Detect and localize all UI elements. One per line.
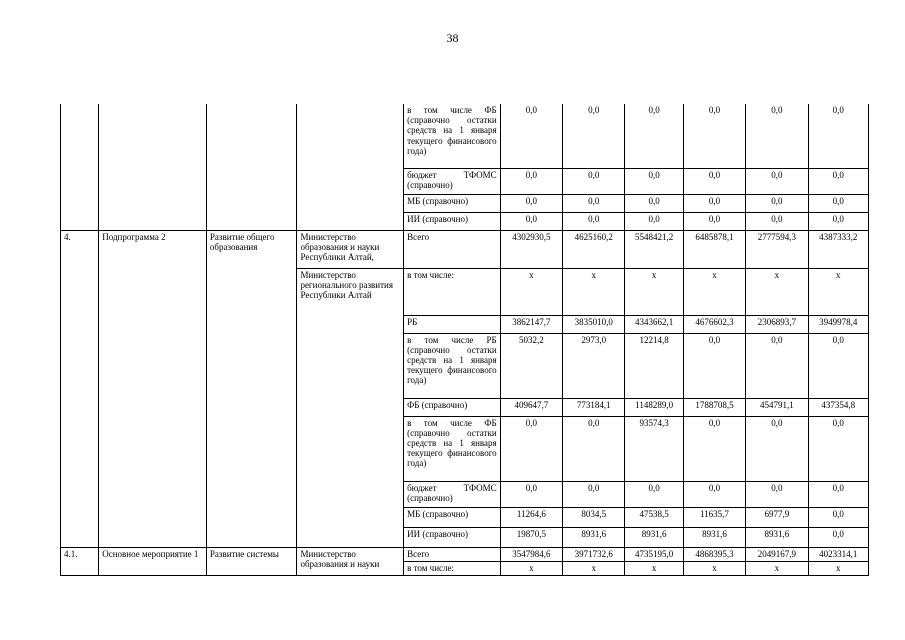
value-cell: х xyxy=(563,268,625,315)
value-cell: 8034,5 xyxy=(563,507,625,527)
value-cell: х xyxy=(683,561,745,575)
value-cell: 0,0 xyxy=(746,416,808,481)
executor-cell: Министерство регионального развития Республики Алтай xyxy=(297,268,404,547)
executor-cell: Министерство образования и науки xyxy=(297,547,404,575)
value-cell: 3971732,6 xyxy=(563,547,625,561)
measure-goal: Развитие системы xyxy=(206,547,297,575)
value-cell: 0,0 xyxy=(808,481,868,507)
row-number: 4.1. xyxy=(61,547,99,575)
number-cell xyxy=(61,104,99,230)
value-cell: 409647,7 xyxy=(500,398,562,416)
value-cell: 11635,7 xyxy=(683,507,745,527)
budget-table xyxy=(60,104,869,576)
value-cell: 0,0 xyxy=(500,481,562,507)
value-cell: 0,0 xyxy=(746,333,808,398)
value-cell: 2777594,3 xyxy=(746,230,808,268)
value-cell: 0,0 xyxy=(563,194,625,212)
name-cell xyxy=(99,104,207,230)
value-cell: 3835010,0 xyxy=(563,315,625,333)
source-cell: бюджет ТФОМС (справочно) xyxy=(404,168,501,194)
source-cell: МБ (справочно) xyxy=(404,194,501,212)
row-number: 4. xyxy=(61,230,99,547)
value-cell: 93574,3 xyxy=(625,416,683,481)
value-cell: 0,0 xyxy=(808,104,868,168)
value-cell: 0,0 xyxy=(683,194,745,212)
value-cell: 437354,8 xyxy=(808,398,868,416)
value-cell: х xyxy=(746,268,808,315)
value-cell: 0,0 xyxy=(808,527,868,547)
source-cell: РБ xyxy=(404,315,501,333)
value-cell: 0,0 xyxy=(683,416,745,481)
table-row xyxy=(61,230,869,268)
table-row xyxy=(61,547,869,561)
value-cell: 0,0 xyxy=(500,104,562,168)
value-cell: 0,0 xyxy=(500,416,562,481)
value-cell: 5032,2 xyxy=(500,333,562,398)
value-cell: х xyxy=(563,561,625,575)
value-cell: 0,0 xyxy=(746,104,808,168)
value-cell: 0,0 xyxy=(683,481,745,507)
value-cell: 0,0 xyxy=(808,507,868,527)
value-cell: х xyxy=(808,561,868,575)
value-cell: х xyxy=(746,561,808,575)
value-cell: 47538,5 xyxy=(625,507,683,527)
value-cell: 0,0 xyxy=(625,481,683,507)
value-cell: 8931,6 xyxy=(683,527,745,547)
value-cell: 0,0 xyxy=(625,212,683,230)
value-cell: 19870,5 xyxy=(500,527,562,547)
value-cell: 4735195,0 xyxy=(625,547,683,561)
value-cell: 0,0 xyxy=(625,104,683,168)
value-cell: 0,0 xyxy=(625,168,683,194)
source-cell: в том числе ФБ (справочно остатки средств на 1 января текущего финансового года) xyxy=(404,416,501,481)
subprogram-goal: Развитие общего образования xyxy=(206,230,297,547)
subprogram-name: Подпрограмма 2 xyxy=(99,230,207,547)
value-cell: 3949978,4 xyxy=(808,315,868,333)
value-cell: х xyxy=(808,268,868,315)
value-cell: 0,0 xyxy=(563,212,625,230)
value-cell: 4625160,2 xyxy=(563,230,625,268)
value-cell: 0,0 xyxy=(746,168,808,194)
executor-cell: Министерство образования и науки Республики Алтай, xyxy=(297,230,404,268)
value-cell: 4868395,3 xyxy=(683,547,745,561)
value-cell: 4676602,3 xyxy=(683,315,745,333)
value-cell: х xyxy=(500,561,562,575)
goal-cell xyxy=(206,104,297,230)
value-cell: 0,0 xyxy=(746,481,808,507)
executor-cell xyxy=(297,104,404,230)
value-cell: 2049167,9 xyxy=(746,547,808,561)
source-cell: бюджет ТФОМС (справочно) xyxy=(404,481,501,507)
value-cell: 0,0 xyxy=(563,104,625,168)
value-cell: 0,0 xyxy=(808,212,868,230)
value-cell: 0,0 xyxy=(808,333,868,398)
value-cell: 5548421,2 xyxy=(625,230,683,268)
value-cell: х xyxy=(625,561,683,575)
value-cell: 6977,9 xyxy=(746,507,808,527)
value-cell: 454791,1 xyxy=(746,398,808,416)
table-row xyxy=(61,104,869,168)
value-cell: 2306893,7 xyxy=(746,315,808,333)
value-cell: 0,0 xyxy=(683,212,745,230)
value-cell: 773184,1 xyxy=(563,398,625,416)
value-cell: 0,0 xyxy=(500,212,562,230)
value-cell: 11264,6 xyxy=(500,507,562,527)
measure-name: Основное мероприятие 1 xyxy=(99,547,207,575)
value-cell: 1788708,5 xyxy=(683,398,745,416)
value-cell: 0,0 xyxy=(746,212,808,230)
value-cell: 0,0 xyxy=(500,168,562,194)
value-cell: 6485878,1 xyxy=(683,230,745,268)
value-cell: 0,0 xyxy=(746,194,808,212)
value-cell: 2973,0 xyxy=(563,333,625,398)
value-cell: 1148289,0 xyxy=(625,398,683,416)
source-cell: в том числе: xyxy=(404,268,501,315)
value-cell: 0,0 xyxy=(500,194,562,212)
value-cell: 0,0 xyxy=(683,333,745,398)
value-cell: 0,0 xyxy=(563,416,625,481)
value-cell: 0,0 xyxy=(808,194,868,212)
value-cell: 8931,6 xyxy=(563,527,625,547)
value-cell: 0,0 xyxy=(808,416,868,481)
source-cell: в том числе РБ (справочно остатки средств на 1 января текущего финансового года) xyxy=(404,333,501,398)
value-cell: 8931,6 xyxy=(746,527,808,547)
value-cell: х xyxy=(500,268,562,315)
source-cell: ИИ (справочно) xyxy=(404,527,501,547)
source-cell: Всего xyxy=(404,230,501,268)
value-cell: 0,0 xyxy=(683,168,745,194)
value-cell: 4343662,1 xyxy=(625,315,683,333)
value-cell: 0,0 xyxy=(808,168,868,194)
value-cell: 4302930,5 xyxy=(500,230,562,268)
value-cell: 12214,8 xyxy=(625,333,683,398)
value-cell: 0,0 xyxy=(683,104,745,168)
value-cell: 0,0 xyxy=(563,168,625,194)
source-cell: ИИ (справочно) xyxy=(404,212,501,230)
source-cell: в том числе ФБ (справочно остатки средств на 1 января текущего финансового года) xyxy=(404,104,501,168)
value-cell: 3547984,6 xyxy=(500,547,562,561)
source-cell: Всего xyxy=(404,547,501,561)
page-number: 38 xyxy=(446,31,459,45)
value-cell: 0,0 xyxy=(625,194,683,212)
value-cell: 8931,6 xyxy=(625,527,683,547)
value-cell: х xyxy=(625,268,683,315)
value-cell: 4023314,1 xyxy=(808,547,868,561)
source-cell: МБ (справочно) xyxy=(404,507,501,527)
value-cell: 0,0 xyxy=(563,481,625,507)
value-cell: 4387333,2 xyxy=(808,230,868,268)
source-cell: в том числе: xyxy=(404,561,501,575)
value-cell: 3862147,7 xyxy=(500,315,562,333)
source-cell: ФБ (справочно) xyxy=(404,398,501,416)
value-cell: х xyxy=(683,268,745,315)
